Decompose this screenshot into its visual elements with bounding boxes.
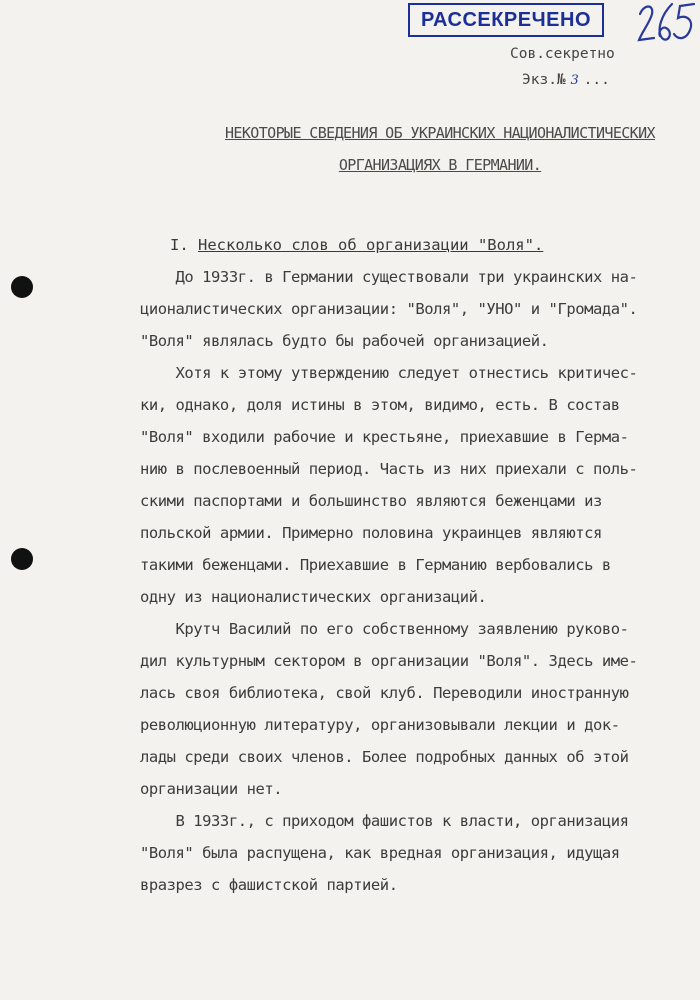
body-line: революционную литературу, организовывали лекции и док-	[140, 716, 620, 734]
body-line: такими беженцами. Приехавшие в Германию вербовались в	[140, 556, 611, 574]
body-line: польской армии. Примерно половина украинцев являются	[140, 524, 602, 542]
body-line: нию в послевоенный период. Часть из них приехали с поль-	[140, 460, 638, 478]
section-heading-text: Несколько слов об организации "Воля".	[198, 236, 544, 254]
secrecy-label: Сов.секретно	[510, 46, 615, 62]
body-line: лады среди своих членов. Более подробных данных об этой	[140, 748, 629, 766]
section-heading	[170, 236, 543, 254]
body-line: До 1933г. в Германии существовали три украинских на-	[140, 268, 638, 286]
punch-hole	[11, 548, 33, 570]
copy-number-handwritten: 3	[570, 73, 579, 88]
document-title-line-1: НЕКОТОРЫЕ СВЕДЕНИЯ ОБ УКРАИНСКИХ НАЦИОНАЛИСТИЧЕСКИХ	[225, 124, 655, 142]
body-line: вразрез с фашистской партией.	[140, 876, 398, 894]
copy-suffix: ...	[583, 72, 610, 88]
copy-prefix: Экз.№	[522, 72, 566, 88]
document-title-line-2: ОРГАНИЗАЦИЯХ В ГЕРМАНИИ.	[338, 156, 542, 174]
body-line: ционалистических организации: "Воля", "УНО" и "Громада".	[140, 300, 638, 318]
body-line: В 1933г., с приходом фашистов к власти, организация	[140, 812, 629, 830]
body-line: ки, однако, доля истины в этом, видимо, есть. В состав	[140, 396, 620, 414]
declassified-stamp: РАССЕКРЕЧЕНО	[408, 3, 604, 37]
handwritten-page-number	[636, 0, 698, 48]
body-line: Хотя к этому утверждению следует отнестись критичес-	[140, 364, 638, 382]
body-line: "Воля" являлась будто бы рабочей организацией.	[140, 332, 549, 350]
body-line: лась своя библиотека, свой клуб. Переводили иностранную	[140, 684, 629, 702]
punch-hole	[11, 276, 33, 298]
body-line: Крутч Василий по его собственному заявлению руково-	[140, 620, 629, 638]
body-line: одну из националистических организаций.	[140, 588, 487, 606]
body-line: скими паспортами и большинство являются беженцами из	[140, 492, 602, 510]
section-number: I.	[170, 236, 189, 254]
body-line: "Воля" была распущена, как вредная организация, идущая	[140, 844, 620, 862]
body-line: дил культурным сектором в организации "Воля". Здесь име-	[140, 652, 638, 670]
body-line: "Воля" входили рабочие и крестьяне, приехавшие в Герма-	[140, 428, 629, 446]
body-line: организации нет.	[140, 780, 283, 798]
copy-number	[522, 72, 610, 88]
